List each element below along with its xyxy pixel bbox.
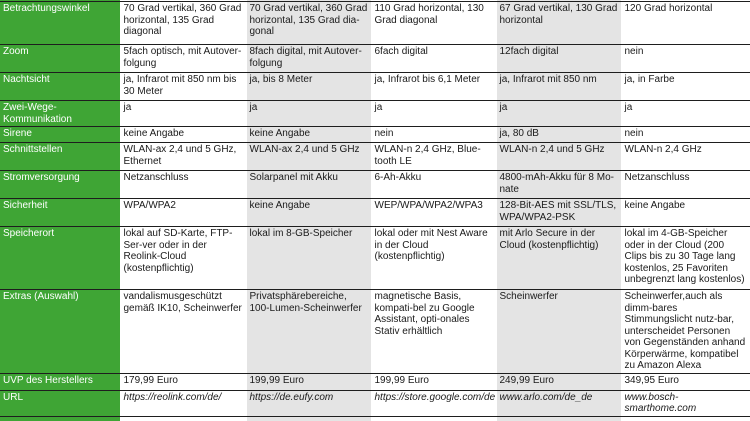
cell: 5fach optisch, mit Autover-folgung [120,45,246,73]
cell: 349,95 Euro [621,373,750,390]
cell: WPA/WPA2 [120,199,246,227]
cell-spacer [120,416,246,421]
table-row [0,127,750,143]
cell: lokal oder mit Nest Aware in der Cloud (kostenpflichtig) [371,227,496,290]
cell: 67 Grad vertikal, 130 Grad horizontal [496,2,621,45]
url-cell: https://de.eufy.com [246,390,371,416]
table-row [0,416,750,421]
table-row [0,373,750,390]
table-row [0,171,750,199]
cell: lokal im 8-GB-Speicher [246,227,371,290]
cell: ja, bis 8 Meter [246,73,371,101]
row-label: Betrachtungswinkel [0,2,120,45]
cell: lokal im 4-GB-Speicher oder in der Cloud (200 Clips bis zu 30 Tage lang kostenlos, 25 Favoriten unbegrenzt lang kostenlos) [621,227,750,290]
cell: 4800-mAh-Akku für 8 Mo-nate [496,171,621,199]
cell: 70 Grad vertikal, 360 Grad horizontal, 135 Grad dia-gonal [246,2,371,45]
cell: 120 Grad horizontal [621,2,750,45]
cell-spacer [621,416,750,421]
cell-spacer [371,416,496,421]
table-row [0,73,750,101]
cell: 179,99 Euro [120,373,246,390]
cell: magnetische Basis, kompati-bel zu Google Assistant, opti-onales Stativ erhältlich [371,290,496,374]
row-label: Speicherort [0,227,120,290]
cell: 6fach digital [371,45,496,73]
cell-spacer [496,416,621,421]
cell: 128-Bit-AES mit SSL/TLS, WPA/WPA2-PSK [496,199,621,227]
table-row [0,45,750,73]
row-label: Zoom [0,45,120,73]
cell: 8fach digital, mit Autover-folgung [246,45,371,73]
cell: ja [120,101,246,127]
cell: 199,99 Euro [246,373,371,390]
table-row [0,101,750,127]
row-label: Sirene [0,127,120,143]
row-label: URL [0,390,120,416]
cell: ja, Infrarot bis 6,1 Meter [371,73,496,101]
table-row [0,143,750,171]
cell: ja, in Farbe [621,73,750,101]
url-cell: www.arlo.com/de_de [496,390,621,416]
row-label: Sicherheit [0,199,120,227]
cell: ja [246,101,371,127]
cell: Scheinwerfer,auch als dimm-bares Stimmungslicht nutz-bar, unterscheidet Personen von Gegenständen anhand Körperwärme, kompatibel zu Amazon Alexa [621,290,750,374]
cell: ja, Infrarot mit 850 nm bis 30 Meter [120,73,246,101]
cell: Privatsphärebereiche, 100-Lumen-Scheinwerfer [246,290,371,374]
cell: vandalismusgeschützt gemäß IK10, Scheinwerfer [120,290,246,374]
cell: ja, 80 dB [496,127,621,143]
cell: nein [371,127,496,143]
row-label: Nachtsicht [0,73,120,101]
row-label-spacer [0,416,120,421]
cell: lokal auf SD-Karte, FTP-Ser-ver oder in der Reolink-Cloud (kostenpflichtig) [120,227,246,290]
table-row [0,290,750,374]
cell-spacer [246,416,371,421]
row-label: Schnittstellen [0,143,120,171]
cell: 249,99 Euro [496,373,621,390]
row-label: UVP des Herstellers [0,373,120,390]
cell: WLAN-ax 2,4 und 5 GHz [246,143,371,171]
url-cell: https://reolink.com/de/ [120,390,246,416]
cell: WLAN-n 2,4 GHz, Blue-tooth LE [371,143,496,171]
cell: keine Angabe [246,127,371,143]
cell: ja [496,101,621,127]
table-row [0,2,750,45]
cell: 199,99 Euro [371,373,496,390]
table-row [0,199,750,227]
cell: keine Angabe [246,199,371,227]
cell: Scheinwerfer [496,290,621,374]
cell: 70 Grad vertikal, 360 Grad horizontal, 135 Grad diagonal [120,2,246,45]
cell: Netzanschluss [120,171,246,199]
url-cell: https://store.google.com/de [371,390,496,416]
cell: keine Angabe [120,127,246,143]
table-row [0,390,750,416]
cell: keine Angabe [621,199,750,227]
cell: Netzanschluss [621,171,750,199]
cell: 6-Ah-Akku [371,171,496,199]
cell: WLAN-n 2,4 GHz [621,143,750,171]
cell: 110 Grad horizontal, 130 Grad diagonal [371,2,496,45]
cell: WEP/WPA/WPA2/WPA3 [371,199,496,227]
url-cell: www.bosch-smarthome.com [621,390,750,416]
row-label: Extras (Auswahl) [0,290,120,374]
cell: nein [621,127,750,143]
cell: mit Arlo Secure in der Cloud (kostenpflichtig) [496,227,621,290]
cell: ja, Infrarot mit 850 nm [496,73,621,101]
cell: WLAN-n 2,4 und 5 GHz [496,143,621,171]
cell: ja [621,101,750,127]
cell: WLAN-ax 2,4 und 5 GHz, Ethernet [120,143,246,171]
row-label: Zwei-Wege-Kommunikation [0,101,120,127]
cell: 12fach digital [496,45,621,73]
cell: ja [371,101,496,127]
row-label: Stromversorgung [0,171,120,199]
cell: nein [621,45,750,73]
table-row [0,227,750,290]
cell: Solarpanel mit Akku [246,171,371,199]
